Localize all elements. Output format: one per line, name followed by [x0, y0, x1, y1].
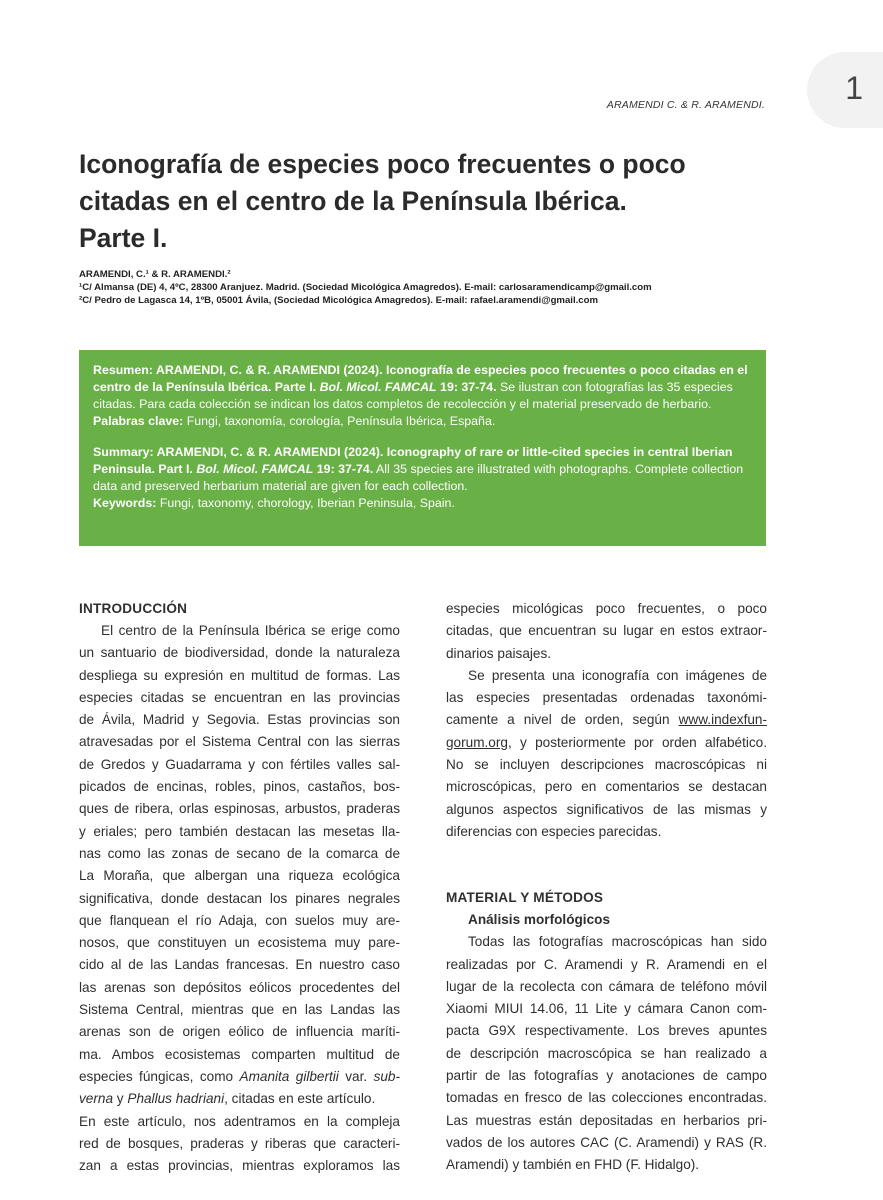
text-line-with-link: gorum.org, y posteriormente por orden alfabético.: [446, 734, 767, 750]
summary-text: All 35 species are illustrated with photographs. Complete collection data and preserved herbarium material are given for each collection.: [93, 462, 744, 493]
text-line: pacta G9X respectivamente. Los breves apuntes: [446, 1023, 767, 1039]
text-line: especies micológicas poco frecuentes, o poco: [446, 601, 767, 616]
text-line: arenas son de origen eólico de influencia maríti-: [79, 1024, 400, 1040]
text-line: Aramendi) y también en FHD (F. Hidalgo).: [446, 1157, 700, 1173]
text-line: ques de ribera, orlas espinosas, arbustos, praderas: [79, 801, 400, 817]
title-line-2: citadas en el centro de la Península Ibérica.: [79, 186, 627, 216]
text-line: especies citadas se encuentran en las provincias: [79, 689, 400, 705]
left-column: [79, 598, 400, 1177]
abstract-box: [79, 350, 766, 546]
text-line: vados de los autores CAC (C. Aramendi) y RAS (R.: [446, 1134, 767, 1150]
keywords-text: Fungi, taxonomy, chorology, Iberian Peninsula, Spain.: [159, 496, 455, 510]
resumen-journal: Bol. Micol. FAMCAL: [319, 380, 437, 394]
intro-continuation: [446, 598, 767, 665]
paper-title: [79, 146, 779, 257]
text-line: partir de las fotografías y anotaciones de campo: [446, 1068, 767, 1084]
text-line: Se presenta una iconografía con imágenes de: [468, 667, 767, 683]
keywords-label: Keywords:: [93, 496, 157, 510]
text-line: de Ávila, Madrid y Segovia. Estas provincias son: [79, 712, 400, 728]
author-names: ARAMENDI, C.¹ & R. ARAMENDI.²: [79, 269, 231, 280]
intro-paragraph-2: [446, 665, 767, 843]
text-line: citadas, que encuentran su lugar en estos extraor-: [446, 623, 767, 639]
resumen-citation: Resumen: ARAMENDI, C. & R. ARAMENDI (2024). Iconografía de especies poco frecuentes o poco citadas en el centro de la Península Ibérica. Parte I.: [93, 363, 748, 394]
methods-subheading: Análisis morfológicos: [468, 912, 611, 928]
text-line: realizadas por C. Aramendi y R. Aramendi en el: [446, 956, 767, 972]
text-line: tomadas en fresco de las colecciones encontradas.: [446, 1090, 767, 1106]
text-line: ma. Ambos ecosistemas comparten multitud de: [79, 1046, 400, 1062]
summary-volume: 19: 37-74.: [316, 462, 374, 476]
affiliation-2: ²C/ Pedro de Lagasca 14, 1ºB, 05001 Ávila, (Sociedad Micológica Amagredos). E-mail: rafael.aramendi@gmail.com: [79, 295, 599, 306]
resumen-paragraph: [93, 362, 752, 413]
page-number: 1: [845, 70, 863, 106]
text-line: lugar de la recolecta con cámara de teléfono móvil: [446, 978, 767, 994]
text-line: y eriales; pero también destacan las mesetas lla-: [79, 823, 400, 839]
text-line: El centro de la Península Ibérica se erige como: [101, 623, 400, 638]
text-line: un santuario de biodiversidad, donde la naturaleza: [79, 645, 400, 661]
title-line-1: Iconografía de especies poco frecuentes o poco: [79, 149, 686, 179]
indexfungorum-link[interactable]: www.indexfun-: [678, 712, 767, 728]
text-line: las especies presentadas ordenadas taxonómi-: [446, 690, 767, 706]
text-line: No se incluyen descripciones macroscópicas ni: [446, 757, 767, 773]
intro-body: [79, 620, 400, 1177]
resumen-text: Se ilustran con fotografías las 35 especies citadas. Para cada colección se indican los datos completos de recolección y el material preservado de herbario.: [93, 380, 733, 411]
affiliation-1: ¹C/ Almansa (DE) 4, 4ºC, 28300 Aranjuez. Madrid. (Sociedad Micológica Amagredos). E-mail: carlosaramendicamp@gmail.com: [79, 282, 652, 293]
palabras-label: Palabras clave:: [93, 414, 184, 428]
text-line: diferencias con especies parecidas.: [446, 823, 662, 839]
text-line: despliega su expresión en multitud de formas. Las: [79, 667, 400, 683]
species-phallus: Phallus hadriani: [127, 1091, 225, 1107]
summary-citation: Summary: ARAMENDI, C. & R. ARAMENDI (2024). Iconography of rare or little-cited species in central Iberian Peninsula. Part I.: [93, 445, 733, 476]
text-line: nas como las zonas de secano de la comarca de: [79, 845, 400, 861]
text-line: Sistema Central, mientras que en las Landas las: [79, 1002, 400, 1018]
methods-heading: MATERIAL Y MÉTODOS: [446, 890, 604, 906]
keywords: [93, 495, 752, 512]
summary-paragraph: [93, 444, 752, 495]
running-head: ARAMENDI C. & R. ARAMENDI.: [606, 99, 765, 111]
text-line: red de bosques, praderas y riberas que caracteri-: [79, 1135, 400, 1151]
intro-heading: INTRODUCCIÓN: [79, 601, 188, 616]
text-line: Las muestras están depositadas en herbarios pri-: [446, 1112, 767, 1128]
species-line-2: verna y Phallus hadriani, citadas en este artículo.: [79, 1091, 376, 1107]
summary-journal: Bol. Micol. FAMCAL: [196, 462, 314, 476]
text-line: Todas las fotografías macroscópicas han sido: [468, 934, 767, 950]
methods-body: [446, 931, 767, 1176]
text-line: que flanquean el río Adaja, con suelos muy are-: [79, 912, 400, 928]
text-line: las arenas son depósitos eólicos procedentes del: [79, 979, 400, 995]
text-line: dinarios paisajes.: [446, 645, 552, 661]
text-line: de descripción macroscópica se han realizado a: [446, 1045, 767, 1061]
text-line-with-link: camente a nivel de orden, según www.indexfun-: [446, 712, 767, 728]
text-line: cido al de las Landas francesas. En nuestro caso: [79, 957, 400, 973]
indexfungorum-link-2[interactable]: gorum.org: [446, 734, 508, 750]
text-line: zan a estas provincias, mientras exploramos las: [79, 1158, 400, 1174]
title-line-3: Parte I.: [79, 223, 168, 253]
text-line: microscópicas, pero en comentarios se destacan: [446, 779, 767, 795]
palabras-clave: [93, 413, 752, 430]
text-line: nosos, que constituyen un ecosistema muy pare-: [79, 935, 400, 951]
text-line: La Moraña, que albergan una riqueza ecológica: [79, 868, 400, 884]
text-line: atravesadas por el Sistema Central con las sierras: [79, 734, 400, 750]
right-column: [446, 598, 767, 1177]
text-line: picados de encinas, robles, pinos, castaños, bos-: [79, 779, 400, 795]
palabras-text: Fungi, taxonomía, corología, Península Ibérica, España.: [186, 414, 496, 428]
text-line: En este artículo, nos adentramos en la compleja: [79, 1113, 400, 1129]
author-block: [79, 268, 799, 307]
text-line: de Gredos y Guadarrama y con fértiles valles sal-: [79, 756, 400, 772]
species-amanita: Amanita gilbertii: [239, 1068, 339, 1084]
resumen-volume: 19: 37-74.: [440, 380, 497, 394]
text-line: Xiaomi MIUI 14.06, 11 Lite y cámara Canon com-: [446, 1001, 767, 1017]
text-line: algunos aspectos significativos de las mismas y: [446, 801, 767, 817]
text-line: significativa, donde destacan los pinares negrales: [79, 890, 400, 906]
species-line: especies fúngicas, como Amanita gilbertii var. sub-: [79, 1068, 401, 1084]
